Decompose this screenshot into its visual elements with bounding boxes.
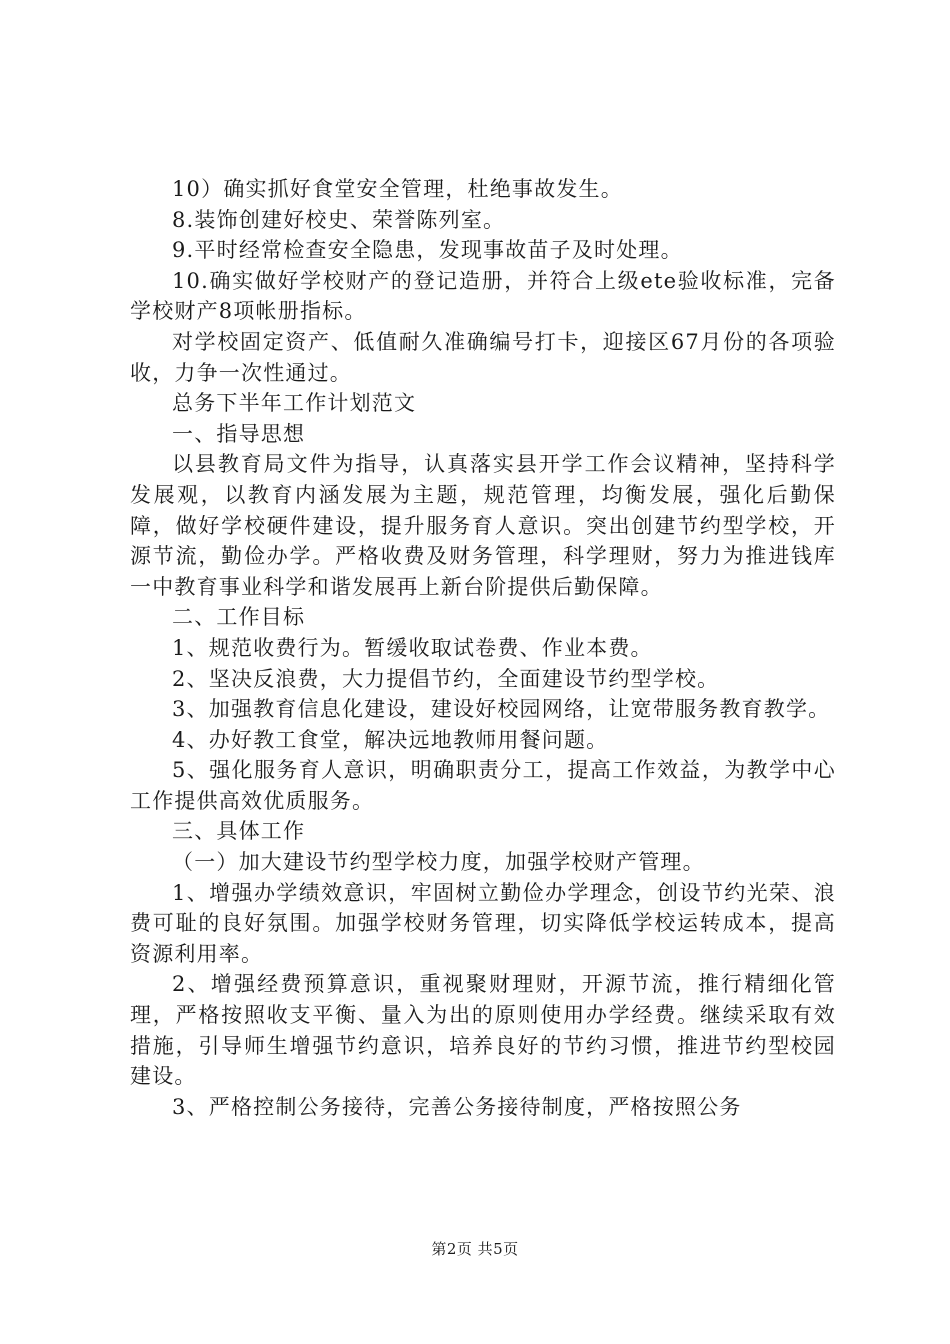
page-footer: 第2页 共5页 xyxy=(431,1240,519,1258)
list-item: 1、增强办学绩效意识，牢固树立勤俭办学理念，创设节约光荣、浪费可耻的良好氛围。加强学校财务管理，切实降低学校运转成本，提高资源利用率。 xyxy=(130,880,836,966)
list-item: 2、增强经费预算意识，重视聚财理财，开源节流，推行精细化管理，严格按照收支平衡、量入为出的原则使用办学经费。继续采取有效措施，引导师生增强节约意识，培养良好的节约习惯，推进节约型校园建设。 xyxy=(130,972,836,1089)
paragraph: 8.装饰创建好校史、荣誉陈列室。 xyxy=(172,207,506,232)
section-title: 总务下半年工作计划范文 xyxy=(172,391,417,416)
document-body xyxy=(130,174,836,1122)
list-item: 3、加强教育信息化建设，建设好校园网络，让宽带服务教育教学。 xyxy=(172,697,831,722)
list-item: 4、办好教工食堂，解决远地教师用餐问题。 xyxy=(172,727,609,752)
subsection-heading: （一）加大建设节约型学校力度，加强学校财产管理。 xyxy=(172,850,705,875)
list-item: 3、严格控制公务接待，完善公务接待制度，严格按照公务 xyxy=(172,1094,742,1119)
paragraph: 10.确实做好学校财产的登记造册，并符合上级ete验收标准，完备学校财产8项帐册指标。 xyxy=(130,268,836,324)
paragraph: 对学校固定资产、低值耐久准确编号打卡，迎接区67月份的各项验收，力争一次性通过。 xyxy=(130,329,836,385)
section-heading: 三、具体工作 xyxy=(172,819,306,844)
paragraph: 以县教育局文件为指导，认真落实县开学工作会议精神，坚持科学发展观，以教育内涵发展为主题，规范管理，均衡发展，强化后勤保障，做好学校硬件建设，提升服务育人意识。突出创建节约型学校，开源节流，勤俭办学。严格收费及财务管理，科学理财，努力为推进钱库一中教育事业科学和谐发展再上新台阶提供后勤保障。 xyxy=(130,452,836,599)
paragraph: 9.平时经常检查安全隐患，发现事故苗子及时处理。 xyxy=(172,238,683,263)
paragraph: 10）确实抓好食堂安全管理，杜绝事故发生。 xyxy=(172,177,623,201)
section-heading: 一、指导思想 xyxy=(172,421,306,446)
list-item: 2、坚决反浪费，大力提倡节约，全面建设节约型学校。 xyxy=(172,666,720,691)
list-item: 5、强化服务育人意识，明确职责分工，提高工作效益，为教学中心工作提供高效优质服务。 xyxy=(130,758,836,813)
list-item: 1、规范收费行为。暂缓收取试卷费、作业本费。 xyxy=(172,635,653,660)
section-heading: 二、工作目标 xyxy=(172,605,306,630)
